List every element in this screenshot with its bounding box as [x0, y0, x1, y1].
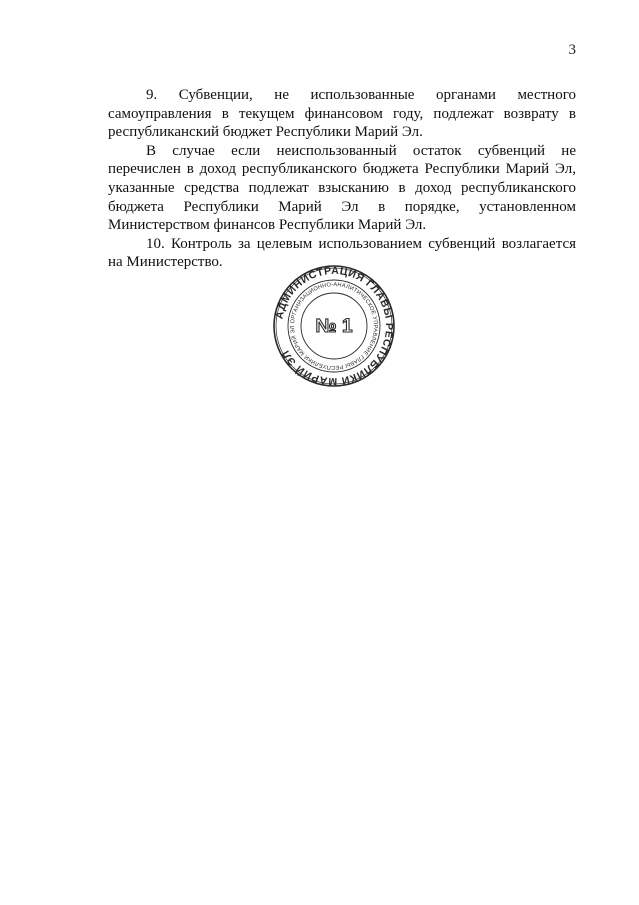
seal-center-number: № 1	[315, 316, 353, 337]
paragraph-10: 10. Контроль за целевым использованием субвенций возлагается на Министерство.	[108, 235, 576, 271]
seal-graphic	[272, 264, 396, 388]
seal-outer-text: АДМИНИСТРАЦИЯ ГЛАВЫ РЕСПУБЛИКИ МАРИЙ ЭЛ	[273, 264, 396, 388]
seal-inner-text: ОРГАНИЗАЦИОННО-АНАЛИТИЧЕСКОЕ УПРАВЛЕНИЕ ГЛАВЫ РЕСПУБЛИКИ МАРИЙ ЭЛ	[289, 281, 379, 371]
document-body	[108, 86, 576, 272]
paragraph-9: 9. Субвенции, не использованные органами местного самоуправления в текущем финансовом году, подлежат возврату в республиканский бюджет Республики Марий Эл.	[108, 87, 576, 141]
paragraph-9-continuation: В случае если неиспользованный остаток субвенций не перечислен в доход республиканского бюджета Республики Марий Эл, указанные средства подлежат взысканию в доход республиканского бюджета Республики Марий Эл в порядке, установленном Министерством финансов Республики Марий Эл.	[108, 142, 576, 234]
page-number: 3	[568, 42, 576, 58]
official-seal	[272, 264, 396, 388]
